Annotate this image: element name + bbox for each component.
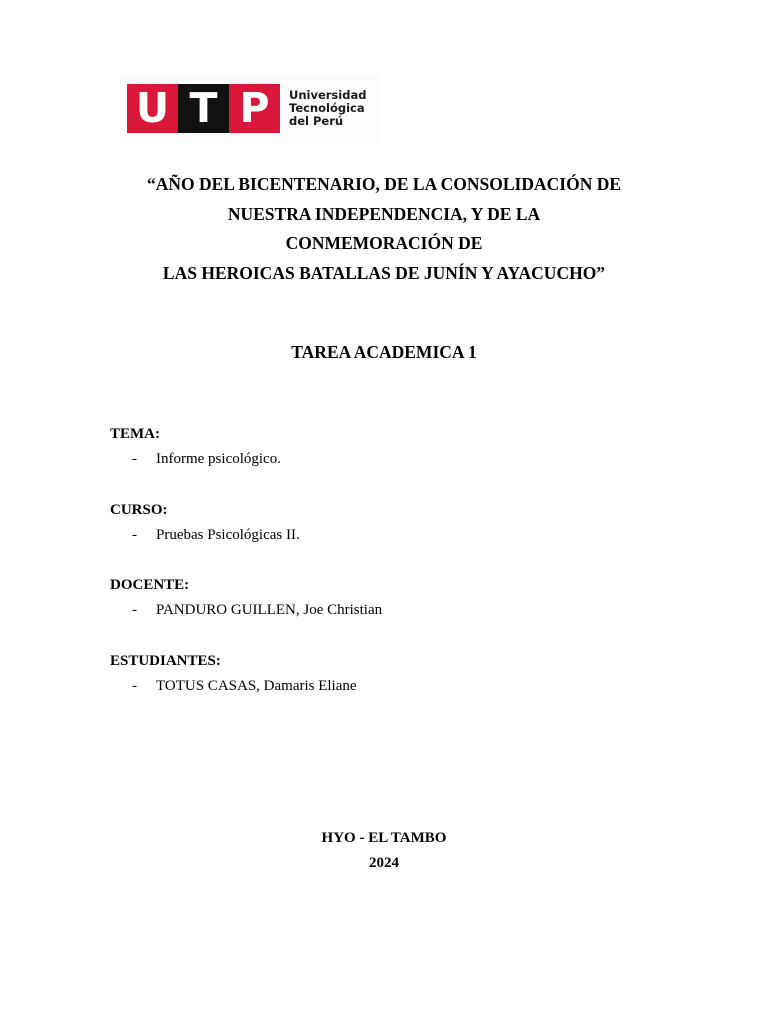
footer-year: 2024: [369, 855, 399, 871]
field-label: TEMA:: [110, 426, 160, 442]
field-value: Informe psicológico.: [156, 451, 281, 467]
footer-block: [0, 826, 768, 876]
motto-line: “AÑO DEL BICENTENARIO, DE LA CONSOLIDACIÓN DE: [146, 174, 622, 194]
field-label: CURSO:: [110, 502, 168, 518]
logo-wordmark-line: Universidad: [289, 88, 367, 102]
field-curso: [110, 500, 670, 545]
field-value: TOTUS CASAS, Damaris Eliane: [156, 678, 357, 694]
motto-line: NUESTRA INDEPENDENCIA, Y DE LA: [227, 203, 541, 224]
field-value: Pruebas Psicológicas II.: [156, 527, 300, 543]
logo-letter-p: P: [229, 84, 280, 133]
logo-letter-t: T: [178, 84, 229, 133]
field-list-item: [110, 600, 670, 620]
bullet-dash: -: [132, 527, 137, 543]
logo-wordmark-line: del Perú: [289, 114, 344, 128]
utp-logo-mark: [127, 84, 280, 133]
field-label: ESTUDIANTES:: [110, 653, 221, 669]
field-docente: [110, 575, 670, 620]
utp-logo: [120, 74, 380, 144]
motto-line: CONMEMORACIÓN DE: [285, 233, 483, 253]
assignment-title: TAREA ACADEMICA 1: [291, 342, 477, 362]
motto-line: LAS HEROICAS BATALLAS DE JUNÍN Y AYACUCHO”: [162, 262, 606, 283]
logo-wordmark-line: Tecnológica: [289, 101, 365, 115]
logo-letter-u: U: [127, 84, 178, 133]
bullet-dash: -: [132, 451, 137, 467]
bullet-dash: -: [132, 602, 137, 618]
bullet-dash: -: [132, 678, 137, 694]
national-year-motto: [0, 170, 768, 288]
field-list-item: [110, 525, 670, 545]
field-list-item: [110, 676, 670, 696]
footer-location: HYO - EL TAMBO: [321, 830, 447, 846]
logo-wordmark: [289, 89, 366, 128]
field-estudiantes: [110, 651, 670, 696]
field-label: DOCENTE:: [110, 577, 190, 593]
field-value: PANDURO GUILLEN, Joe Christian: [156, 602, 383, 618]
field-tema: [110, 424, 670, 469]
field-list-item: [110, 449, 670, 469]
